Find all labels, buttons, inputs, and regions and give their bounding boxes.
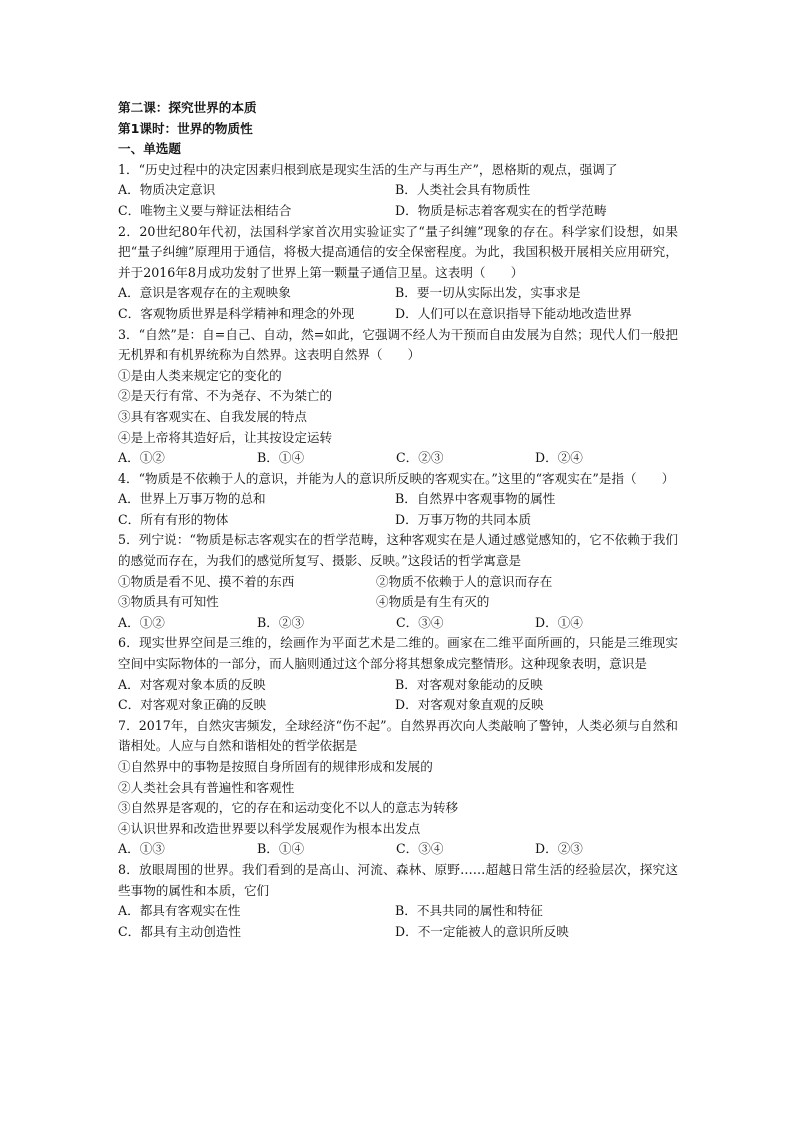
question-stem: 5．列宁说：“物质是标志客观实在的哲学范畴，这种客观实在是人通过感觉感知的，它不依赖于我们的感觉而存在，为我们的感觉所复写、摄影、反映。”这段话的哲学寓意是: [118, 532, 678, 569]
option-b[interactable]: B．②③: [257, 614, 305, 630]
option-b[interactable]: B．①④: [257, 450, 305, 466]
question-stem: 3．“自然”是：自=自己、自动，然=如此，它强调不经人为干预而自由发展为自然；现代人们一般把无机界和有机界统称为自然界。这表明自然界（ ）: [118, 326, 678, 363]
option-d[interactable]: D．人们可以在意识指导下能动地改造世界: [395, 305, 632, 321]
option-a[interactable]: A．意识是客观存在的主观映象: [118, 285, 291, 301]
options: [118, 180, 678, 221]
question-3: [118, 325, 678, 469]
question-5: [118, 530, 678, 633]
option-a[interactable]: A．物质决定意识: [118, 182, 216, 198]
options: [118, 613, 678, 634]
option-d[interactable]: D．不一定能被人的意识所反映: [395, 923, 569, 939]
statement-3: ③物质具有可知性: [118, 594, 219, 610]
option-b[interactable]: B．要一切从实际出发，实事求是: [395, 285, 581, 301]
option-d[interactable]: D．①④: [535, 614, 583, 630]
option-c[interactable]: C．都具有主动创造性: [118, 923, 241, 939]
question-stem: 6．现实世界空间是三维的，绘画作为平面艺术是二维的。画家在二维平面所画的，只能是三维现实空间中实际物体的一部分，而人脑则通过这个部分将其想象成完整情形。这种现象表明，意识是: [118, 635, 678, 672]
options: [118, 839, 678, 860]
option-a[interactable]: A．都具有客观实在性: [118, 903, 241, 919]
option-d[interactable]: D．万事万物的共同本质: [395, 511, 532, 527]
option-d[interactable]: D．②④: [535, 450, 583, 466]
option-c[interactable]: C．②③: [396, 450, 444, 466]
option-d[interactable]: D．物质是标志着客观实在的哲学范畴: [395, 202, 607, 218]
section-title: 第1课时：世界的物质性: [118, 120, 253, 136]
part-title: 一、单选题: [118, 141, 181, 157]
option-c[interactable]: C．所有有形的物体: [118, 511, 229, 527]
statement-1: ①自然界中的事物是按照自身所固有的规律形成和发展的: [118, 759, 433, 774]
option-a[interactable]: A．①②: [118, 450, 165, 466]
question-stem: 1．“历史过程中的决定因素归根到底是现实生活的生产与再生产”，恩格斯的观点，强调了: [118, 161, 618, 177]
option-c[interactable]: C．客观物质世界是科学精神和理念的外现: [118, 305, 355, 321]
question-2: [118, 222, 678, 325]
statement-4: ④是上帝将其造好后，让其按设定运转: [118, 429, 333, 445]
options: [118, 489, 678, 530]
statement-4: ④物质是有生有灭的: [376, 594, 490, 610]
statement-2: ②是天行有常、不为尧存、不为桀亡的: [118, 388, 333, 404]
option-c[interactable]: C．对客观对象正确的反映: [118, 697, 267, 713]
lesson-title: 第二课：探究世界的本质: [118, 100, 257, 115]
statement-3: ③自然界是客观的，它的存在和运动变化不以人的意志为转移: [118, 800, 459, 816]
question-4: [118, 469, 678, 531]
option-a[interactable]: A．世界上万事万物的总和: [118, 491, 266, 507]
option-a[interactable]: A．对客观对象本质的反映: [118, 676, 266, 692]
option-c[interactable]: C．③④: [396, 841, 444, 857]
question-stem: 8．放眼周围的世界。我们看到的是高山、河流、森林、原野……超越日常生活的经验层次，探究这些事物的属性和本质，它们: [118, 861, 678, 898]
option-b[interactable]: B．人类社会具有物质性: [395, 182, 531, 198]
option-a[interactable]: A．①③: [118, 841, 165, 857]
question-stem: 7．2017年，自然灾害频发，全球经济“伤不起”。自然界再次向人类敲响了警钟，人类必须与自然和谐相处。人应与自然和谐相处的哲学依据是: [118, 717, 678, 754]
question-6: [118, 633, 678, 715]
option-d[interactable]: D．②③: [535, 841, 583, 857]
worksheet-page: [118, 98, 678, 942]
option-b[interactable]: B．不具共同的属性和特征: [395, 903, 543, 919]
statements: [118, 572, 678, 613]
option-b[interactable]: B．自然界中客观事物的属性: [395, 491, 556, 507]
option-c[interactable]: C．③④: [396, 614, 444, 630]
options: [118, 901, 678, 942]
question-1: [118, 160, 678, 222]
statement-1: ①物质是看不见、摸不着的东西: [118, 573, 295, 589]
option-b[interactable]: B．①④: [257, 841, 305, 857]
statement-4: ④认识世界和改造世界要以科学发展观作为根本出发点: [118, 820, 421, 836]
statement-3: ③具有客观实在、自我发展的特点: [118, 408, 307, 424]
question-7: [118, 716, 678, 860]
question-stem: 4．“物质是不依赖于人的意识，并能为人的意识所反映的客观实在。”这里的“客观实在”是指（ ）: [118, 470, 675, 486]
statement-2: ②物质不依赖于人的意识而存在: [376, 573, 553, 589]
question-stem: 2．20世纪80年代初，法国科学家首次用实验证实了“量子纠缠”现象的存在。科学家们设想，如果把“量子纠缠”原理用于通信，将极大提高通信的安全保密程度。为此，我国积极开展相关应用研究，并于2016年8月成功发射了世界上第一颗量子通信卫星。这表明（ ）: [118, 223, 678, 280]
options: [118, 448, 678, 469]
option-d[interactable]: D．对客观对象直观的反映: [395, 697, 544, 713]
options: [118, 283, 678, 324]
statement-1: ①是由人类来规定它的变化的: [118, 367, 282, 383]
question-8: [118, 860, 678, 942]
option-b[interactable]: B．对客观对象能动的反映: [395, 676, 543, 692]
statement-2: ②人类社会具有普遍性和客观性: [118, 779, 295, 795]
option-a[interactable]: A．①②: [118, 614, 165, 630]
option-c[interactable]: C．唯物主义要与辩证法相结合: [118, 202, 292, 218]
options: [118, 675, 678, 716]
